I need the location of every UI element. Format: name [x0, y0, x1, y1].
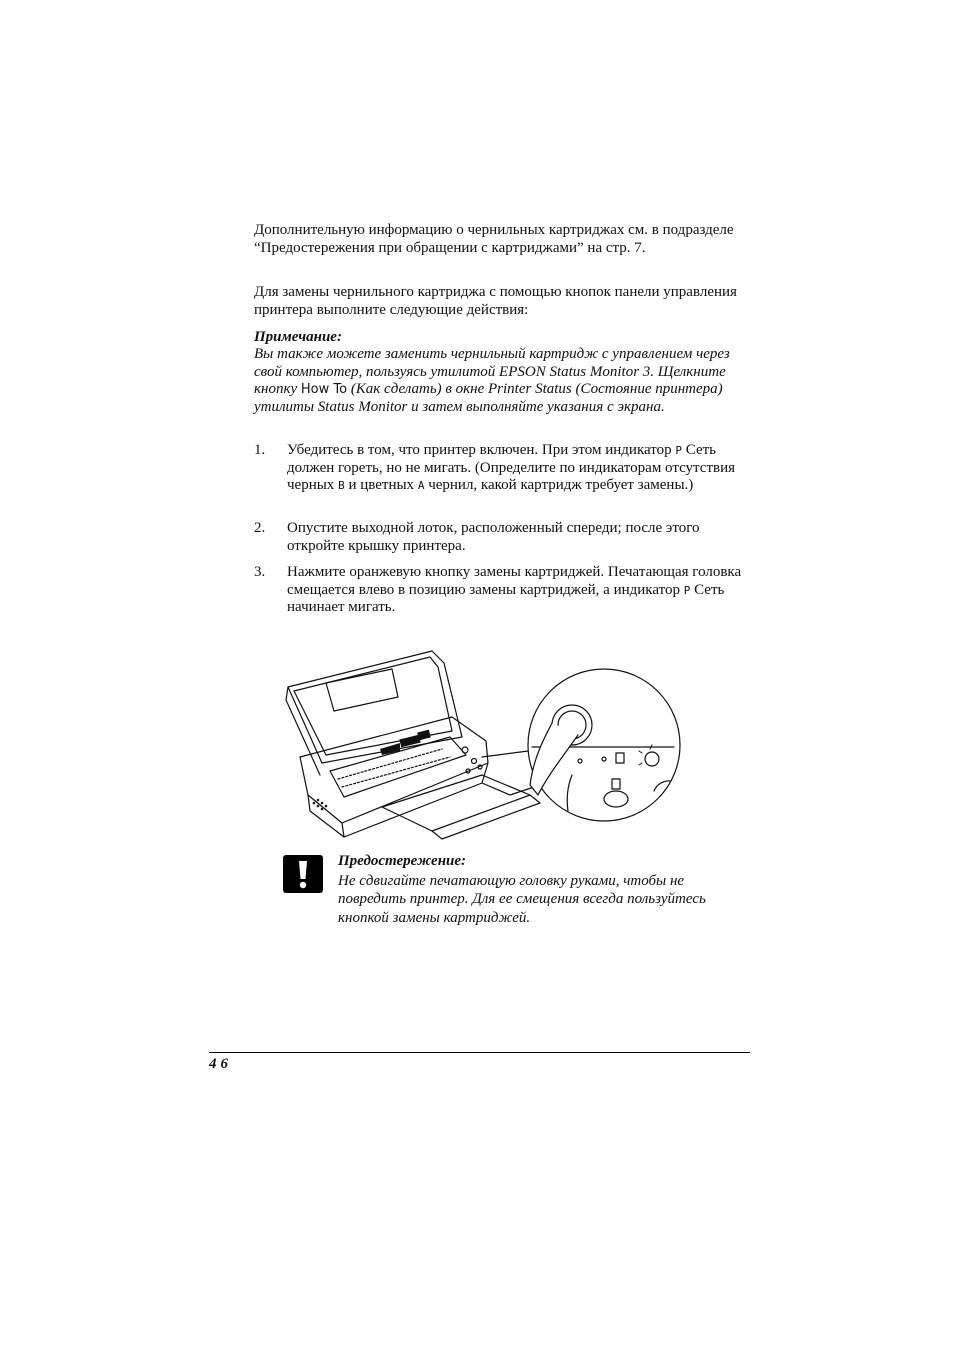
intro-paragraph-1: Дополнительную информацию о чернильных картриджах см. в подразделе “Предостережения при обращении с картриджами” на стр. 7. [254, 222, 734, 256]
step-1-text-d: чернил, какой картридж требует замены.) [428, 477, 694, 494]
intro-paragraph-2: Для замены чернильного картриджа с помощью кнопок панели управления принтера выполните следующие действия: [254, 284, 737, 318]
step-1-text-b: Сеть должен гореть, но не мигать. (Определите по индикаторам отсутствия черных [287, 442, 736, 494]
caution-heading: Предостережение: [338, 853, 467, 869]
step-number: 3. [254, 564, 266, 580]
step-text [287, 442, 759, 495]
control-panel-magnifier [528, 669, 680, 821]
output-tray [382, 775, 540, 839]
note-text-a: Вы также можете заменить чернильный картридж с управлением через свой компьютер, пользуясь утилитой EPSON Status Monitor 3. Щелкните кнопку [254, 346, 730, 398]
step-number: 1. [254, 442, 266, 458]
step-2 [254, 520, 759, 555]
note-heading: Примечание: [254, 329, 342, 345]
note-text-b: (Как сделать) в окне Printer Status (Состояние принтера) утилиты Status Monitor и затем выполняйте указания с экрана. [254, 381, 723, 415]
power-light-icon: P [683, 583, 691, 597]
printer-cover [286, 651, 462, 775]
note-body [254, 346, 759, 416]
caution-body: Не сдвигайте печатающую головку руками, чтобы не повредить принтер. Для ее смещения всегда пользуйтесь кнопкой замены картриджей. [338, 873, 706, 926]
step-1 [254, 442, 759, 495]
step-number: 2. [254, 520, 266, 536]
step-text: Опустите выходной лоток, расположенный спереди; после этого откройте крышку принтера. [287, 520, 700, 554]
how-to-button-label: How To [300, 382, 348, 398]
step-3-text-b: Сеть начинает мигать. [287, 581, 725, 616]
step-3-text-a: Нажмите оранжевую кнопку замены картриджей. Печатающая головка смещается влево в позицию замены картриджей, а индикатор [287, 564, 742, 598]
printer-body [300, 717, 488, 837]
callout-line [482, 751, 528, 757]
step-1-text-a: Убедитесь в том, что принтер включен. При этом индикатор [287, 442, 672, 458]
color-ink-light-icon: A [417, 479, 425, 493]
step-1-text-c: и цветных [348, 477, 415, 494]
page-number: 46 [209, 1056, 232, 1072]
step-3 [254, 564, 759, 617]
black-ink-light-icon: B [338, 479, 345, 493]
exclamation-icon [283, 855, 323, 893]
power-light-icon: P [675, 444, 683, 457]
caution-exclamation-icon [283, 855, 323, 893]
footer-rule [209, 1052, 750, 1053]
step-text [287, 564, 759, 617]
printer-illustration [282, 645, 682, 845]
